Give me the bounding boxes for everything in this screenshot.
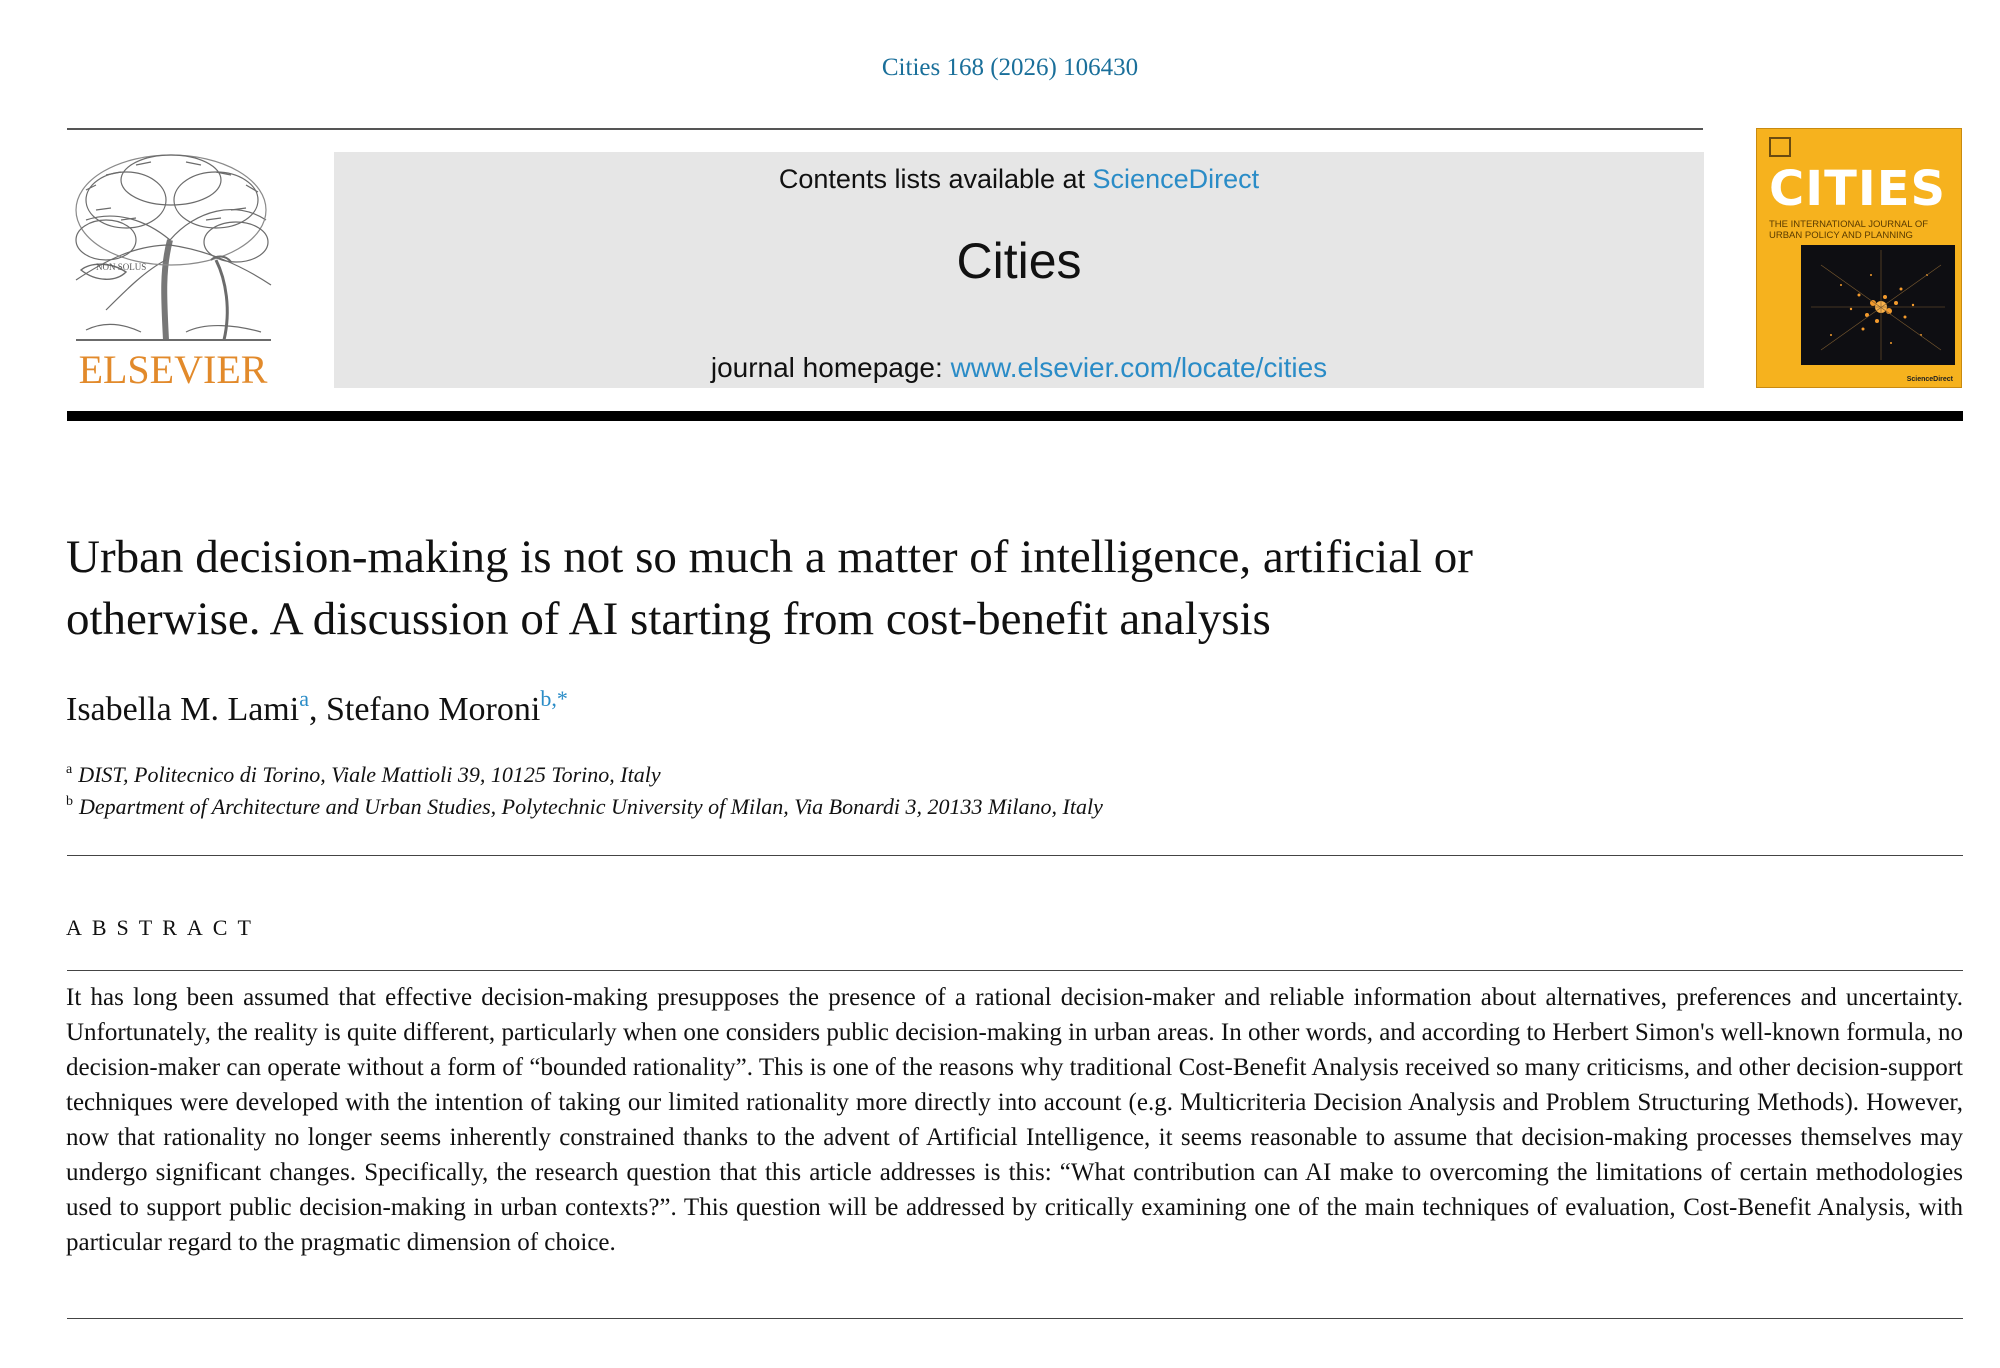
elsevier-logo[interactable] bbox=[66, 150, 280, 390]
header-thick-rule bbox=[67, 411, 1963, 421]
affiliation-marker: a bbox=[66, 762, 73, 777]
cover-subtitle: THE INTERNATIONAL JOURNAL OF URBAN POLICY AND PLANNING bbox=[1769, 219, 1929, 241]
article-title bbox=[66, 526, 1866, 650]
author-list bbox=[66, 686, 568, 729]
affiliation-text: DIST, Politecnico di Torino, Viale Mattioli 39, 10125 Torino, Italy bbox=[78, 762, 661, 787]
affiliation-b bbox=[66, 794, 1103, 820]
author-affiliation-link[interactable]: b,* bbox=[540, 686, 568, 711]
section-divider bbox=[67, 855, 1963, 856]
city-lights-icon bbox=[1801, 245, 1955, 365]
author-name: Isabella M. Lami bbox=[66, 691, 300, 728]
journal-citation[interactable]: Cities 168 (2026) 106430 bbox=[881, 54, 1139, 81]
affiliation-marker: b bbox=[66, 794, 73, 809]
contents-prefix: Contents lists available at bbox=[778, 164, 1093, 194]
city-lights-map-image bbox=[1801, 245, 1955, 365]
author-affiliation-link[interactable]: a bbox=[299, 686, 309, 711]
author-separator: , bbox=[308, 691, 326, 728]
cover-elsevier-icon bbox=[1769, 137, 1791, 157]
author-name: Stefano Moroni bbox=[325, 691, 541, 728]
abstract-text: It has long been assumed that effective decision-making presupposes the presence of a rational decision-maker and reliable information about alternatives, preferences and uncertainty. Unfortunately, the reality is quite different, particularly when one considers public decision-making in urban areas. In other words, and according to Herbert Simon's well-known formula, no decision-maker can operate without a form of “bounded rationality”. This is one of the reasons why traditional Cost-Benefit Analysis received so many criticisms, and other decision-support techniques were developed with the intention of taking our limited rationality more directly into account (e.g. Multicriteria Decision Analysis and Problem Structuring Methods). However, now that rationality no longer seems inherently constrained thanks to the advent of Artificial Intelligence, it seems reasonable to assume that decision-making processes themselves may undergo significant changes. Specifically, the research question that this article addresses is this: “What contribution can AI make to overcoming the limitations of certain methodologies used to support public decision-making in urban contexts?”. This question will be addressed by critically examining one of the main techniques of evaluation, Cost-Benefit Analysis, with particular regard to the pragmatic dimension of choice. bbox=[66, 984, 1963, 1256]
abstract-bottom-rule bbox=[67, 1318, 1963, 1319]
article-title-line-1: Urban decision-making is not so much a matter of intelligence, artificial or bbox=[66, 531, 1473, 583]
contents-line bbox=[334, 164, 1704, 195]
cover-title: CITIES bbox=[1769, 161, 1947, 217]
journal-title: Cities bbox=[956, 233, 1082, 289]
tree-engraving-icon bbox=[66, 150, 280, 350]
elsevier-wordmark: ELSEVIER bbox=[78, 347, 268, 392]
journal-banner bbox=[334, 152, 1704, 388]
affiliation-text: Department of Architecture and Urban Studies, Polytechnic University of Milan, Via Bonardi 3, 20133 Milano, Italy bbox=[79, 794, 1103, 819]
cover-sciencedirect-label: ScienceDirect bbox=[1906, 376, 1953, 383]
affiliation-a bbox=[66, 762, 661, 788]
header-top-rule bbox=[67, 128, 1703, 130]
journal-cover[interactable] bbox=[1756, 128, 1962, 388]
journal-homepage-link[interactable]: www.elsevier.com/locate/cities bbox=[950, 352, 1328, 383]
logo-motto: NON SOLUS bbox=[96, 262, 147, 272]
homepage-line bbox=[334, 352, 1704, 384]
sciencedirect-link[interactable]: ScienceDirect bbox=[1092, 164, 1260, 194]
abstract-rule bbox=[67, 970, 1963, 971]
abstract-heading: ABSTRACT bbox=[66, 915, 261, 940]
homepage-prefix: journal homepage: bbox=[710, 352, 951, 383]
article-title-line-2: otherwise. A discussion of AI starting from cost-benefit analysis bbox=[66, 593, 1271, 645]
